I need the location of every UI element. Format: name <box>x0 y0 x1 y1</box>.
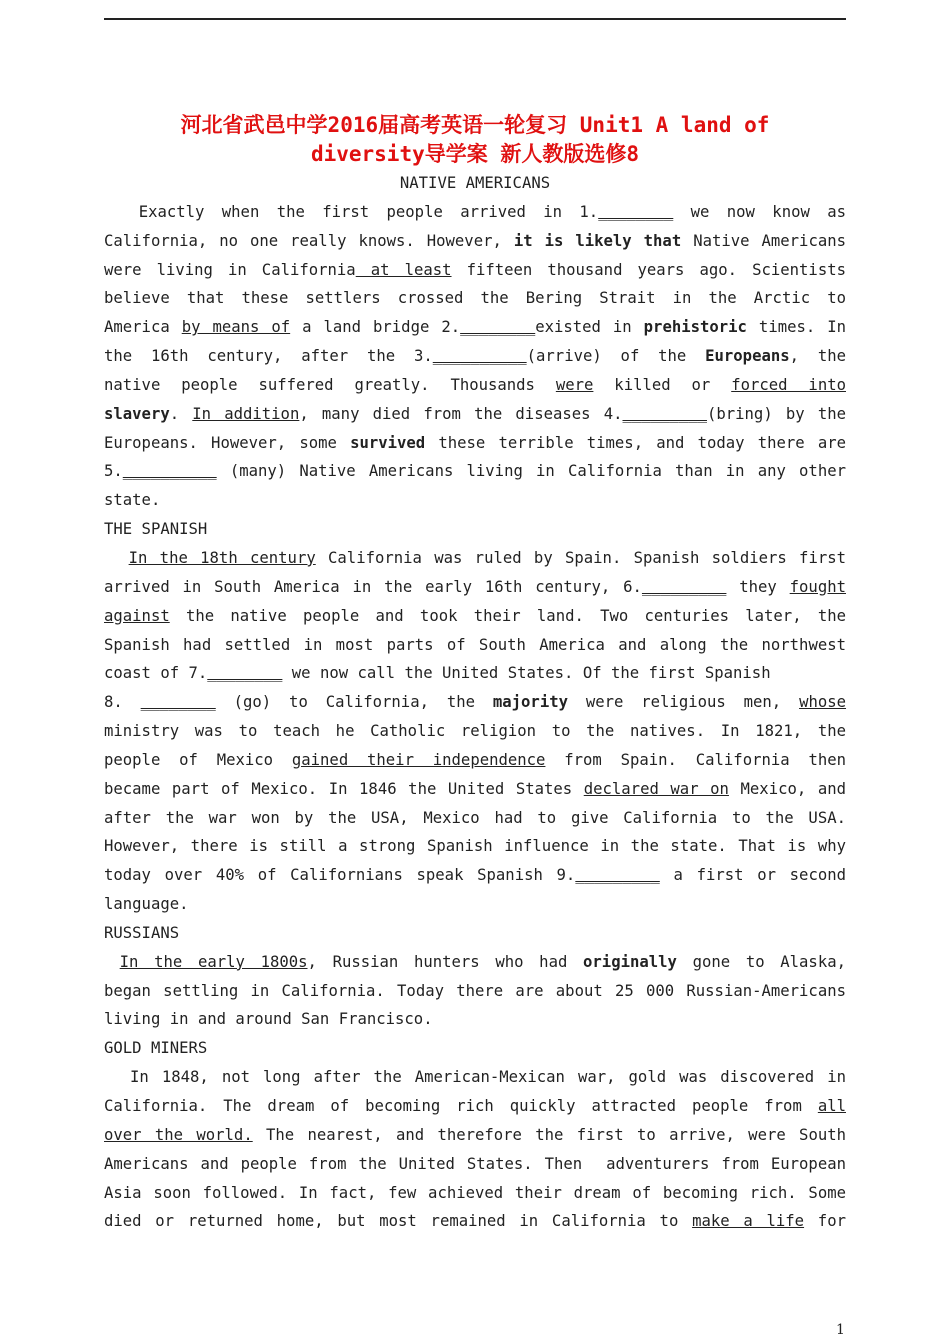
text-segment: Spanish had settled in most parts of South America and along the northwest <box>104 635 846 654</box>
text-line <box>104 659 846 688</box>
underlined-phrase: whose <box>799 693 847 712</box>
underlined-phrase: by means of <box>181 318 291 337</box>
text-segment: the 16th century, after the 3. <box>104 347 433 366</box>
text-line <box>104 486 846 515</box>
underlined-phrase: over the world. <box>104 1125 253 1144</box>
text-segment: they <box>726 577 790 596</box>
text-line <box>104 1092 846 1121</box>
text-line <box>104 198 846 227</box>
text-segment: a first or second <box>659 866 846 885</box>
answer-blank: __________ <box>122 462 217 481</box>
text-line <box>104 544 846 573</box>
text-line <box>104 1207 846 1236</box>
bold-phrase: majority <box>492 693 568 712</box>
text-segment: ministry was to teach he Catholic religion to the natives. In 1821, the <box>104 722 846 741</box>
document-title <box>104 111 846 169</box>
text-segment: In 1848, not long after the American-Mexican war, gold was discovered in <box>104 1068 846 1087</box>
text-line <box>104 717 846 746</box>
text-segment: America <box>104 318 182 337</box>
text-segment: were religious men, <box>567 693 800 712</box>
text-segment: California. The dream of becoming rich quickly attracted people from <box>104 1097 818 1115</box>
text-line <box>104 775 846 804</box>
text-segment: believe that these settlers crossed the Bering Strait in the Arctic to <box>104 289 846 308</box>
text-segment: Asia soon followed. In fact, few achieved their dream of becoming rich. Some <box>104 1183 846 1202</box>
text-segment: from Spain. California then <box>545 750 846 769</box>
text-segment: these terrible times, and today there are <box>425 433 846 452</box>
text-segment <box>104 549 129 567</box>
text-line <box>104 919 846 948</box>
text-segment: coast of 7. <box>104 664 208 683</box>
text-line <box>104 602 846 631</box>
answer-blank: ________ <box>140 693 216 712</box>
text-segment: (arrive) of the <box>526 347 706 366</box>
text-line <box>104 573 846 602</box>
underlined-phrase: at least <box>355 260 452 279</box>
title-line-2: diversity导学案 新人教版选修8 <box>310 142 640 166</box>
text-segment: However, there is still a strong Spanish influence in the state. That is why <box>104 837 846 856</box>
underlined-phrase: all <box>817 1097 846 1115</box>
text-segment: gone to Alaska, <box>676 952 846 971</box>
text-line <box>104 256 846 285</box>
text-segment: existed in <box>535 318 644 337</box>
text-line <box>104 688 846 717</box>
text-segment: for <box>804 1212 846 1231</box>
header-rule <box>104 18 846 20</box>
bold-phrase: Europeans <box>705 347 790 366</box>
text-segment <box>104 953 120 971</box>
text-segment: Americans and people from the United States. Then adventurers from European <box>104 1154 846 1173</box>
text-line <box>104 400 846 429</box>
text-segment: people of Mexico <box>104 750 292 769</box>
text-line <box>104 371 846 400</box>
answer-blank: ________ <box>460 318 536 337</box>
text-segment: The nearest, and therefore the first to arrive, were South <box>252 1125 846 1144</box>
text-segment: RUSSIANS <box>104 923 180 942</box>
text-line <box>104 890 846 919</box>
underlined-phrase: declared war on <box>583 779 729 798</box>
text-segment: , Russian hunters who had <box>307 952 584 971</box>
text-segment: native people suffered greatly. Thousands <box>104 375 556 394</box>
text-segment: living in and around San Francisco. <box>104 1010 433 1029</box>
text-line <box>104 1063 846 1092</box>
text-segment: after the war won by the USA, Mexico had to give California to the USA. <box>104 808 846 827</box>
text-segment: died or returned home, but most remained in California to <box>104 1212 693 1231</box>
bold-phrase: originally <box>583 952 677 971</box>
text-segment: today over 40% of Californians speak Spanish 9. <box>104 866 576 885</box>
text-segment: arrived in South America in the early 16th century, 6. <box>104 577 642 596</box>
text-line <box>104 631 846 660</box>
text-line <box>104 804 846 833</box>
text-segment: (go) to California, the <box>215 693 493 712</box>
answer-blank: _________ <box>641 577 727 596</box>
text-line <box>104 746 846 775</box>
text-segment: became part of Mexico. In 1846 the United States <box>104 779 584 798</box>
text-segment: California was ruled by Spain. Spanish soldiers first <box>315 548 846 567</box>
text-segment: Europeans. However, some <box>104 433 351 452</box>
answer-blank: _________ <box>622 404 707 423</box>
text-line <box>104 313 846 342</box>
page-number: 1 <box>836 1322 845 1338</box>
text-segment: we now know as <box>673 202 846 221</box>
underlined-phrase: gained their independence <box>291 750 546 769</box>
text-segment: (bring) by the <box>706 404 846 423</box>
text-segment: GOLD MINERS <box>104 1039 208 1058</box>
section-heading <box>104 169 846 198</box>
text-segment: the native people and took their land. Two centuries later, the <box>169 606 846 625</box>
underlined-phrase: In the 18th century <box>128 548 316 567</box>
text-segment: . <box>169 404 193 423</box>
text-segment: 5. <box>104 462 123 481</box>
bold-phrase: it is likely that <box>513 231 682 250</box>
text-segment: Exactly when the first people arrived in 1. <box>104 202 599 221</box>
text-line <box>104 861 846 890</box>
text-line <box>104 1005 846 1034</box>
title-line-1: 河北省武邑中学2016届高考英语一轮复习 Unit1 A land of <box>180 113 770 137</box>
underlined-phrase: make a life <box>692 1212 805 1231</box>
text-segment: THE SPANISH <box>104 520 208 539</box>
text-segment: killed or <box>593 375 732 394</box>
text-segment: , the <box>789 347 846 366</box>
answer-blank: ________ <box>207 664 283 683</box>
text-segment: times. In <box>746 318 847 337</box>
underlined-phrase: were <box>555 375 594 394</box>
answer-blank: __________ <box>432 347 527 366</box>
text-segment: Mexico, and <box>728 779 846 798</box>
answer-blank: ________ <box>598 202 674 221</box>
text-segment: state. <box>104 491 161 510</box>
underlined-phrase: In addition <box>192 404 300 423</box>
text-line <box>104 429 846 458</box>
text-line <box>104 227 846 256</box>
text-line <box>104 1150 846 1179</box>
text-segment: California, no one really knows. However, <box>104 231 514 250</box>
text-line <box>104 1121 846 1150</box>
text-line <box>104 977 846 1006</box>
text-segment: , many died from the diseases 4. <box>299 404 623 423</box>
text-segment: we now call the United States. Of the first Spanish <box>282 664 771 683</box>
text-segment: were living in California <box>104 260 356 279</box>
answer-blank: _________ <box>575 866 660 885</box>
passage-body <box>104 169 846 1236</box>
bold-phrase: prehistoric <box>643 318 747 337</box>
underlined-phrase: forced into <box>731 375 846 394</box>
text-segment: NATIVE AMERICANS <box>399 174 551 192</box>
text-segment: 8. <box>104 693 141 712</box>
underlined-phrase: fought <box>789 577 846 596</box>
text-line <box>104 515 846 544</box>
underlined-phrase: against <box>104 606 170 625</box>
text-segment: fifteen thousand years ago. Scientists <box>451 260 846 279</box>
text-segment: language. <box>104 895 189 914</box>
text-line <box>104 342 846 371</box>
text-line <box>104 457 846 486</box>
text-line <box>104 832 846 861</box>
bold-phrase: survived <box>350 433 426 452</box>
text-line <box>104 948 846 977</box>
text-line <box>104 284 846 313</box>
text-segment: began settling in California. Today there are about 25 000 Russian-Americans <box>104 981 846 1000</box>
text-segment: (many) Native Americans living in California than in any other <box>216 462 846 481</box>
underlined-phrase: In the early 1800s <box>119 952 308 971</box>
text-line <box>104 1034 846 1063</box>
text-segment: a land bridge 2. <box>290 318 461 337</box>
text-segment: Native Americans <box>681 231 846 250</box>
bold-phrase: slavery <box>104 404 170 423</box>
text-line <box>104 1179 846 1208</box>
